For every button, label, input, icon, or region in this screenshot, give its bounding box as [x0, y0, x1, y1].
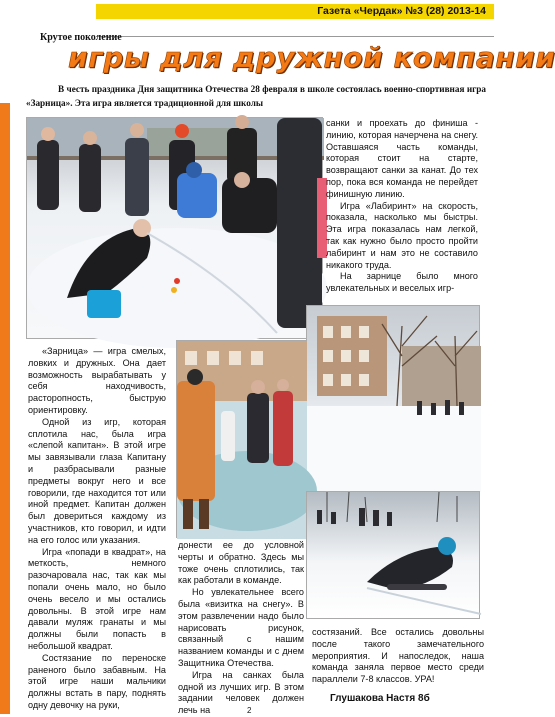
paragraph: Игра «Лабиринт» на скорость, показала, насколько мы быстры. Эта игра показалась нам легкой, так как нужно было просто пройти лабиринт и нам это не составило никакого труда. — [326, 200, 478, 270]
text-column-bottom-right — [312, 627, 484, 686]
header-divider — [96, 36, 494, 37]
paragraph: Игра «попади в квадрат», на меткость, немного разочаровала нас, так как мы попали очень мало, но было очень весело и мы остались довольны. В этой игре нам давали муляж гранаты и мы должны были попасть в небольшой квадрат. — [28, 546, 166, 651]
text-column-middle — [178, 540, 304, 717]
paragraph: состязаний. Все остались довольны после такого замечательного мероприятия. И напоследок, наша команда заняла первое место среди параллели 7-8 классов. УРА! — [312, 627, 484, 685]
photo-players-on-snow-field — [176, 340, 306, 538]
paragraph: Но увлекательнее всего была «визитка на снегу». В этом развлечении надо было нарисовать рисунок, связанный с нашим названием команды и с днем Защитника Отечества. — [178, 587, 304, 668]
text-column-left — [28, 346, 166, 712]
page-number: 2 — [247, 706, 252, 715]
photo-boy-on-sled — [306, 491, 480, 619]
photo2-illustration — [177, 341, 307, 539]
article-author: Глушакова Настя 8б — [330, 693, 430, 704]
newspaper-title: Газета «Чердак» №3 (28) 2013-14 — [317, 5, 486, 17]
paragraph: донести ее до условной черты и обратно. Здесь мы тоже очень сплотились, так как работали в команде. — [178, 540, 304, 586]
text-column-right-top — [326, 118, 478, 295]
photo4-illustration — [307, 492, 481, 620]
paragraph: Состязание по переноске раненого было забавным. На этой игре наши мальчики должны встать в пару, поднять одну девочку на руки, — [28, 652, 166, 710]
paragraph: Игра на санках была одной из лучших игр. В этом задании человек должен лечь на — [178, 669, 304, 716]
article-headline: игры для дружной компании — [68, 41, 555, 74]
paragraph: «Зарница» — игра смелых, ловких и дружных. Она дает возможность вырабатывать у себя находчивость, расторопность, быструю ориентировку. — [28, 346, 166, 415]
paragraph: Одной из игр, которая сплотила нас, была игра «слепой капитан». В этой игре мы завязывали глаза Капитану и разбрасывали разные предметы вокруг него и все говорили, где находится тот или иной предмет. Капитан должен был довериться каждому из участников, кто говорил, и идти на его голос или указания. — [28, 416, 166, 545]
photo1-illustration — [27, 118, 324, 340]
photo-school-courtyard-winter — [306, 305, 480, 491]
section-label: Крутое поколение — [40, 32, 122, 43]
intro-paragraph: В честь праздника Дня защитника Отечества 28 февраля в школе состоялась военно-спортивная игра «Зарница». Эта игра является традиционной для школы — [26, 84, 486, 108]
article-intro — [26, 82, 486, 110]
side-accent-bar — [0, 103, 10, 714]
photo-students-snow-game — [26, 117, 323, 339]
paragraph: санки и проехать до финиша - линию, которая начерчена на снегу. Оставшаяся часть команды, которая стоит на старте, возвращают санки за канат. До тех пор, пока вся команда не перейдет финишную линию. — [326, 118, 478, 199]
photo3-illustration — [307, 306, 481, 492]
paragraph: На зарнице было много увлекательных и веселых игр- — [326, 271, 478, 294]
newspaper-header-bar — [96, 4, 494, 19]
